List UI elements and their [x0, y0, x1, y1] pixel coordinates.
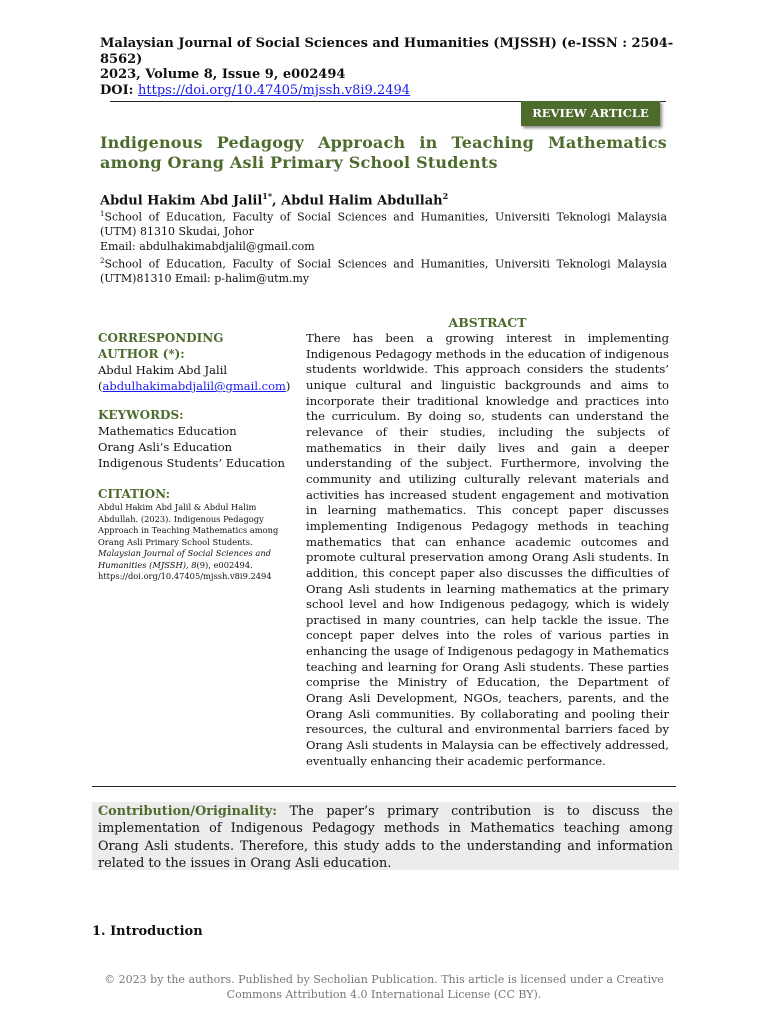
corresponding-label: CORRESPONDING AUTHOR (*): — [98, 331, 224, 361]
keywords-label: KEYWORDS: — [98, 408, 184, 422]
author-2-sup: 2 — [442, 191, 449, 201]
affiliation-1-sup: 1 — [100, 210, 105, 218]
paper-title: Indigenous Pedagogy Approach in Teaching Mathematics among Orang Asli Primary School Students — [100, 133, 667, 172]
citation-doi: https://doi.org/10.47405/mjssh.v8i9.2494 — [98, 571, 272, 581]
affiliation-1 — [100, 207, 667, 240]
author-list — [100, 191, 448, 208]
affiliations — [100, 207, 667, 287]
contribution-label: Contribution/Originality: — [98, 804, 278, 819]
author-1: Abdul Hakim Abd Jalil — [100, 193, 263, 209]
affiliation-1-text: School of Education, Faculty of Social Sciences and Humanities, Universiti Teknologi Malaysia (UTM) 81310 Skudai, Johor — [100, 210, 667, 239]
keyword-item: Orang Asli’s Education — [98, 440, 233, 454]
journal-header — [100, 36, 700, 98]
paren-open: ( — [98, 379, 103, 393]
review-article-badge: REVIEW ARTICLE — [521, 101, 660, 126]
corresponding-email-line — [98, 378, 298, 394]
contribution-box — [92, 802, 679, 870]
citation-text — [98, 502, 298, 583]
author-separator: , — [272, 193, 282, 209]
citation-journal: Malaysian Journal of Social Sciences and Humanities (MJSSH), 8 — [98, 548, 271, 570]
license-footer: © 2023 by the authors. Published by Secholian Publication. This article is licensed under a Creative Commons Attribution 4.0 International License (CC BY). — [104, 973, 664, 1001]
keywords-block — [98, 407, 298, 471]
affiliation-2-sup: 2 — [100, 257, 105, 266]
affiliation-2 — [100, 254, 667, 287]
volume-line: 2023, Volume 8, Issue 9, e002494 — [100, 67, 346, 82]
doi-label: DOI: — [100, 82, 134, 98]
citation-issue: (9), e002494. — [196, 559, 253, 570]
abstract-heading: ABSTRACT — [448, 315, 527, 330]
journal-line: Malaysian Journal of Social Sciences and Humanities (MJSSH) (e-ISSN : 2504-8562) — [100, 36, 674, 67]
keyword-item: Mathematics Education — [98, 424, 237, 438]
corresponding-author-block — [98, 330, 298, 394]
abstract-divider — [92, 786, 676, 787]
corresponding-email-link[interactable]: abdulhakimabdjalil@gmail.com — [102, 379, 286, 393]
doi-line — [100, 83, 700, 99]
contribution-text: The paper’s primary contribution is to discuss the implementation of Indigenous Pedagogy methods in Mathematics teaching among Orang Asli students. Therefore, this study adds to the understanding and information related to the issues in Orang Asli education. — [98, 804, 673, 872]
citation-label: CITATION: — [98, 487, 171, 501]
contribution-paragraph — [92, 802, 679, 873]
abstract-body: There has been a growing interest in implementing Indigenous Pedagogy methods in the education of indigenous students worldwide. This approach considers the students’ unique cultural and linguistic backgrounds and aims to incorporate their traditional knowledge and practices into the curriculum. By doing so, students can understand the relevance of their studies, including the subjects of mathematics in their daily lives and gain a deeper understanding of the subject. Furthermore, involving the community and utilizing culturally relevant materials and activities has increased student engagement and motivation in learning mathematics. This concept paper discusses implementing Indigenous Pedagogy methods in teaching mathematics that can enhance academic outcomes and promote cultural preservation among Orang Asli students. In addition, this concept paper also discusses the difficulties of Orang Asli students in learning mathematics at the primary school level and how Indigenous pedagogy, which is widely practised in many countries, can help tackle the issue. The concept paper delves into the roles of various parties in enhancing the usage of Indigenous pedagogy in Mathematics teaching and learning for Orang Asli students. These parties comprise the Ministry of Education, the Department of Orang Asli Development, NGOs, teachers, parents, and the Orang Asli communities. By collaborating and pooling their resources, the cultural and environmental barriers faced by Orang Asli students in Malaysia can be effectively addressed, eventually enhancing their academic performance. — [306, 331, 669, 768]
author-1-sup: 1* — [262, 191, 273, 201]
citation-main: Abdul Hakim Abd Jalil & Abdul Halim Abdullah. (2023). Indigenous Pedagogy Approach in Teaching Mathematics among Orang Asli Primary School Students. — [98, 502, 279, 547]
paren-close: ) — [285, 379, 291, 393]
section-heading: 1. Introduction — [92, 924, 203, 939]
email-1: Email: abdulhakimabdjalil@gmail.com — [100, 239, 315, 253]
keyword-item: Indigenous Students’ Education — [98, 456, 285, 470]
affiliation-2-text: School of Education, Faculty of Social Sciences and Humanities, Universiti Teknologi Malaysia (UTM)81310 Email: p-halim@utm.my — [100, 257, 667, 286]
author-2: Abdul Halim Abdullah — [281, 193, 443, 209]
corresponding-name: Abdul Hakim Abd Jalil — [98, 363, 228, 377]
doi-link[interactable]: https://doi.org/10.47405/mjssh.v8i9.2494 — [138, 82, 411, 98]
